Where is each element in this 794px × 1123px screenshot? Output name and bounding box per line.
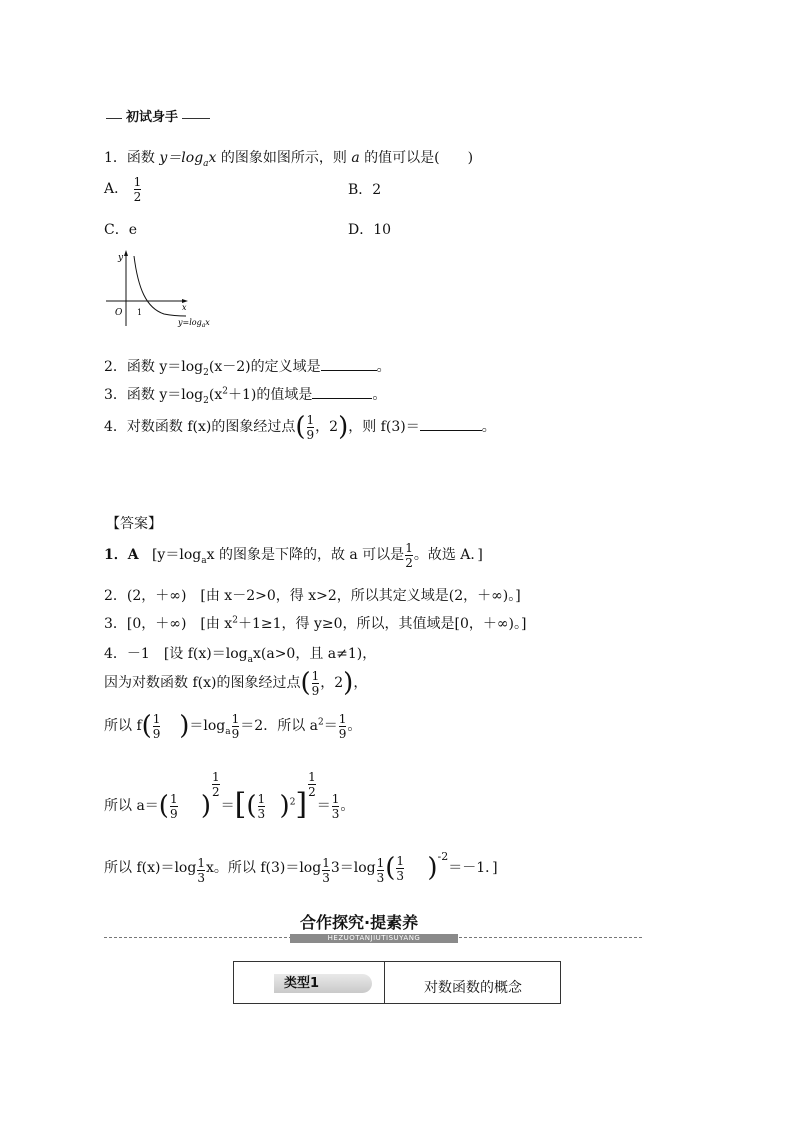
y-axis-arrow [124,250,128,256]
question-2 [104,356,391,377]
a1-numerator: 1 [405,540,413,555]
a4-l4-exp-numerator: 1 [212,770,220,784]
a4-l4-lparen: ( [158,791,169,821]
q4-text: 4．对数函数 f(x)的图象经过点 [104,419,296,435]
answer-4-line-1 [104,644,376,664]
q3-sub: 2 [203,395,209,406]
q1-var: a [351,150,360,166]
section-title: 初试身手 [122,110,182,126]
a4-l5-c: 3＝log [330,860,376,876]
q1-prefix: 函数 [126,150,155,166]
a4-l5-b: x。所以 f(3)＝log [205,860,322,876]
option-a-label: A． [104,181,129,197]
a4-l3-numerator-2: 1 [231,711,240,726]
q4-rest: ，则 f(3)＝ [348,419,420,435]
a4-l2-lparen: ( [300,668,311,698]
a4-l5-base-numerator: 1 [197,856,205,870]
a4-l3-b: ＝log [189,718,226,734]
a4-l1: 4．－1 [设 f(x)＝log [104,646,248,662]
a4-l1-b: x(a>0，且 a≠1)， [252,646,377,662]
a4-l3-denominator-2: 9 [231,726,240,741]
curve-label-x: x [205,318,210,327]
answer-4-line-2 [104,666,367,700]
answer-header: 【答案】 [106,516,162,532]
q2-blank [321,356,377,371]
a4-l3-e: 。 [347,718,362,734]
q3-blank [312,384,372,399]
a4-l1-sub: a [247,654,253,665]
a4-l3-sup: 2 [318,717,324,728]
a4-l3-fraction-2 [232,712,240,741]
q1-base: a [203,158,209,169]
a4-l2-denominator: 9 [311,683,320,698]
option-c: C．e [104,222,137,238]
a4-l4-numerator: 1 [169,791,178,806]
banner-subtitle: HEZUOTANJIUTISUYANG [290,934,458,943]
q1-number: 1． [104,150,127,166]
option-a-numerator: 1 [133,174,142,189]
option-d: D．10 [348,222,392,238]
a4-l3-numerator: 1 [152,711,161,726]
answer-4-line-5 [104,848,498,888]
q4-fraction [307,413,315,442]
option-a-denominator: 2 [133,189,142,204]
x-axis-label: x [182,303,187,312]
a4-l5-end: ＝－1．] [448,860,498,876]
log-graph [104,248,224,332]
a4-l4-lbracket: [ [234,787,247,822]
y-axis-label: y [118,253,124,263]
tick-one-label: 1 [137,308,143,317]
a4-l2-rparen: ) [343,668,354,698]
a4-l3-sub: a [225,726,231,737]
q3-rest: (x [208,387,223,403]
a4-l5-base-3 [377,856,385,885]
a4-l4-fraction [170,792,178,821]
q2-rest: (x－2)的定义域是 [208,359,321,375]
a4-l4-denominator-3: 3 [331,806,340,821]
q4-rparen: ) [338,412,349,442]
a4-l3-numerator-3: 1 [338,711,347,726]
q1-x: x [208,150,217,166]
a4-l2-fraction [312,669,320,698]
a4-l3-c: ＝2．所以 a [240,718,319,734]
q2-sub: 2 [203,367,209,378]
a1-t2: x 的图象是下降的，故 a 可以是 [206,547,405,563]
a4-l3-denominator: 9 [152,726,161,741]
curve-label [177,318,210,329]
a4-l4-denominator-2: 3 [257,806,266,821]
a4-l4-rparen-2: ) [279,791,290,821]
a4-l2-numerator: 1 [311,668,320,683]
a3-sup: 2 [232,615,238,626]
q3-end: 。 [372,387,387,403]
answer-4-line-4 [104,770,354,826]
curve-label-text: y=log [178,318,202,327]
a4-l4-a: 所以 a＝ [104,798,159,814]
a4-l4-fraction-3 [332,792,340,821]
answer-3 [104,614,526,634]
a4-l4-fraction-2 [258,792,266,821]
q4-numerator: 1 [306,412,315,427]
a4-l5-base-denominator: 3 [197,871,205,885]
q3-rest2: ＋1)的值域是 [227,387,313,403]
a1-lead: 1．A [104,547,139,563]
a4-l5-base3-numerator: 1 [376,856,385,870]
q2-text: 2．函数 y＝log [104,359,204,375]
log-curve [134,256,186,316]
a4-l4-b: ＝ [220,798,235,814]
a4-l4-square: 2 [289,797,296,808]
a4-l3-a: 所以 f [104,718,142,734]
a1-t3: 。故选 A．] [413,547,483,563]
a4-l5-a: 所以 f(x)＝log [104,860,197,876]
a4-l4-numerator-2: 1 [257,791,266,806]
a4-l4-rparen: ) [200,791,212,821]
a4-l2-point: ，2 [320,675,344,691]
a4-l5-base2-denominator: 3 [322,871,330,885]
q1-post: 的图象如图所示，则 [220,150,347,166]
a4-l4-exp2-denominator: 2 [308,785,316,799]
a4-l3-rparen: ) [179,711,190,741]
a4-l5-exponent: -2 [437,850,449,863]
a1-sub: a [201,555,207,566]
a4-l5-base3-denominator: 3 [376,871,385,885]
a4-l4-exponent-2 [308,770,316,799]
a4-l4-exp-denominator: 2 [212,785,220,799]
a4-l4-numerator-3: 1 [331,791,340,806]
q4-point: ，2 [315,419,339,435]
option-a [104,172,142,206]
option-a-fraction [134,175,142,204]
a4-l4-exponent [212,770,220,799]
section-header [106,110,210,126]
a4-l5-lparen: ( [385,853,396,883]
a4-l3-lparen: ( [141,711,152,741]
q4-denominator: 9 [306,427,315,442]
q3-sup: 2 [222,386,228,397]
option-b: B．2 [348,182,382,198]
type-box [233,961,561,1004]
type-tag: 类型1 [274,974,372,993]
question-4 [104,410,496,444]
question-3 [104,384,386,405]
q1-equation: y＝log [159,150,204,166]
a4-l3-fraction-3 [339,712,347,741]
a4-l3-denominator-3: 9 [338,726,347,741]
q4-end: 。 [481,419,496,435]
q4-lparen: ( [295,412,306,442]
banner-title: 合作探究·提素养 [300,913,419,932]
a4-l5-numerator: 1 [396,853,405,868]
type-label-cell [234,962,385,1003]
a4-l3-d: ＝ [323,718,338,734]
curve-label-base: a [201,322,206,329]
a4-l4-denominator: 9 [169,806,178,821]
a4-l5-denominator: 3 [396,868,405,883]
question-1 [104,148,473,168]
a4-l5-fraction [396,854,404,883]
a4-l4-rbracket: ] [295,787,308,822]
a4-l4-end: 。 [340,798,355,814]
q1-tail: 的值可以是( ) [364,150,474,166]
a3-t1: 3．[0，＋∞) [由 x [104,616,233,632]
a4-l3-fraction [153,712,161,741]
a1-t1: [y＝log [151,547,202,563]
a4-l2-end: ， [353,675,368,691]
answer-2: 2．(2，＋∞) [由 x－2>0，得 x>2，所以其定义域是(2，＋∞)。] [104,588,521,604]
a4-l4-lparen-2: ( [246,791,257,821]
type-name: 对数函数的概念 [424,980,522,996]
answer-4-line-3 [104,708,361,744]
a4-l5-base2-numerator: 1 [322,856,330,870]
a4-l5-base-2 [322,856,330,885]
a1-denominator: 2 [405,555,413,570]
a1-fraction [405,541,413,570]
a4-l5-base [197,856,205,885]
origin-label: O [115,308,123,318]
a4-l2: 因为对数函数 f(x)的图象经过点 [104,675,301,691]
answer-1 [104,538,483,572]
q3-text: 3．函数 y＝log [104,387,204,403]
a4-l5-rparen: ) [427,853,438,883]
a4-l4-exp2-numerator: 1 [308,770,316,784]
a4-l4-c: ＝ [316,798,331,814]
q2-end: 。 [376,359,391,375]
q4-blank [420,416,482,431]
a3-t2: ＋1≥1，得 y≥0，所以，其值域是[0，＋∞)。] [237,616,527,632]
